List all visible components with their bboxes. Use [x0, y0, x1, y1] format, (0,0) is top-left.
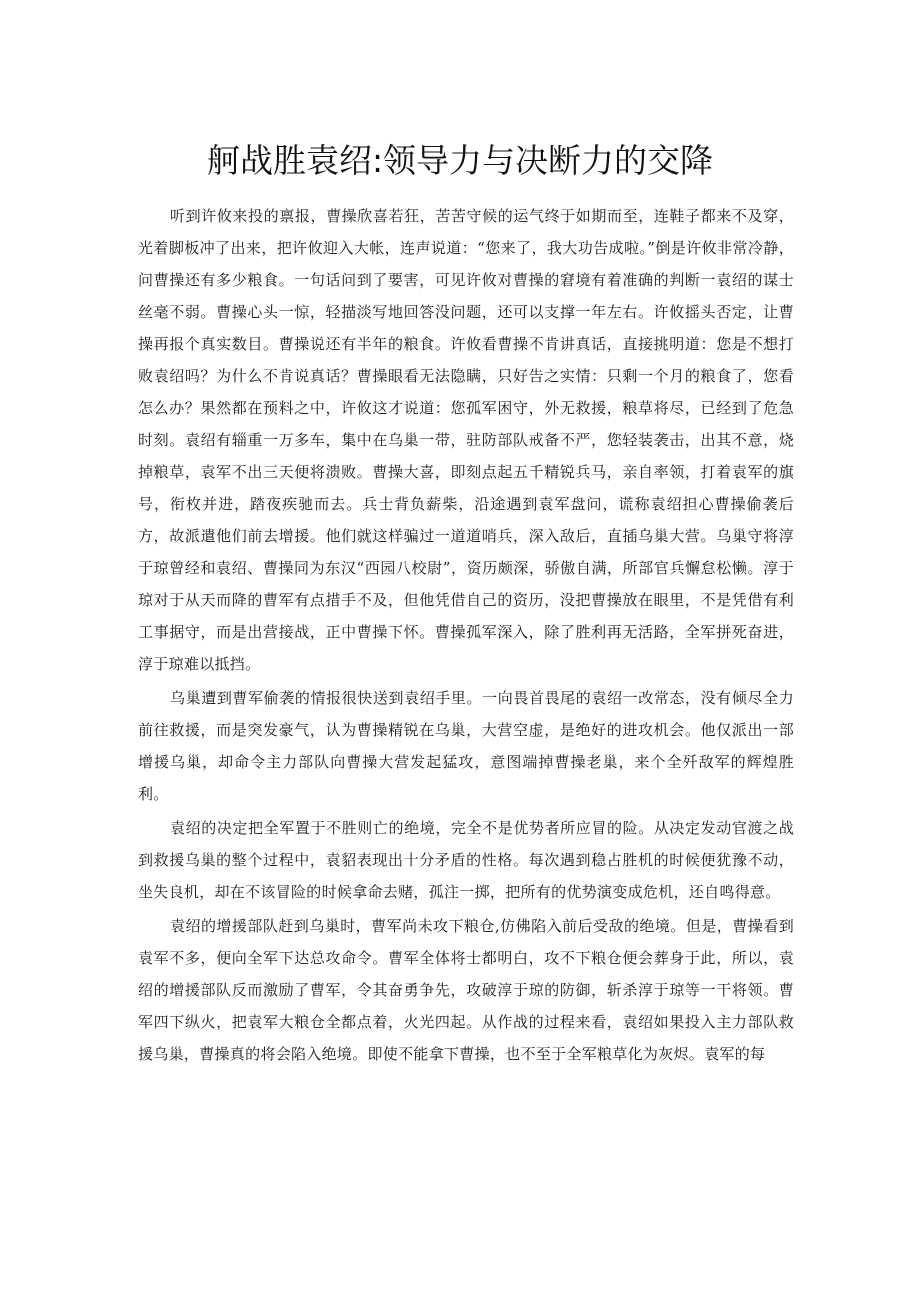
page-title: 舸战胜袁绍:领导力与决断力的交降	[206, 141, 714, 180]
document-body	[138, 200, 794, 1070]
paragraph: 袁绍的决定把全军置于不胜则亡的绝境，完全不是优势者所应冒的险。从决定发动官渡之战到救援乌巢的整个过程中，袁貂表现出十分矛盾的性格。每次遇到稳占胜机的时候便犹豫不动，坐失良机，却在不该冒险的时候拿命去赌，孤注一掷，把所有的优势演变成危机，还自鸣得意。	[138, 819, 794, 901]
paragraph: 袁绍的增援部队赶到乌巢时，曹军尚未攻下粮仓,仿佛陷入前后受敌的绝境。但是，曹操看到袁军不多，便向全军下达总攻命令。曹军全体将士都明白，攻不下粮仓便会葬身于此，所以，袁绍的增援部队反而激励了曹军，令其奋勇争先，攻破淳于琼的防御，斩杀淳于琼等一干将领。曹军四下纵火，把袁军大粮仓全都点着，火光四起。从作战的过程来看，袁绍如果投入主力部队救援乌巢，曹操真的将会陷入绝境。即使不能拿下曹操，也不至于全军粮草化为灰烬。袁军的每	[138, 917, 794, 1063]
paragraph: 听到许攸来投的禀报，曹操欣喜若狂，苦苦守候的运气终于如期而至，连鞋子都来不及穿，光着脚板冲了出来，把许攸迎入大帐，连声说道：“您来了，我大功告成啦。”倒是许攸非常冷静，问曹操还有多少粮食。一句话问到了要害，可见许攸对曹操的窘境有着准确的判断一袁绍的谋士丝毫不弱。曹操心头一惊，轻描淡写地回答没问题，还可以支撑一年左右。许攸摇头否定，让曹操再报个真实数目。曹操说还有半年的粮食。许攸看曹操不肯讲真话，直接挑明道：您是不想打败袁绍吗？为什么不肯说真话？曹操眼看无法隐瞒，只好告之实情：只剩一个月的粮食了，您看怎么办？果然都在预料之中，许攸这才说道：您孤军困守，外无救援，粮草将尽，已经到了危急时刻。袁绍有辎重一万多车，集中在乌巢一带，驻防部队戒备不严，您轻装袭击，出其不意，烧掉粮草，袁军不出三天便将溃败。曹操大喜，即刻点起五千精锐兵马，亲自率领，打着袁军的旗号，衔枚并进，踏夜疾驰而去。兵士背负薪柴，沿途遇到袁军盘问，谎称袁绍担心曹操偷袭后方，故派遣他们前去增援。他们就这样骗过一道道哨兵，深入敌后，直插乌巢大营。乌巢守将淳于琼曾经和袁绍、曹操同为东汉“西园八校尉”，资历颇深，骄傲自满，所部官兵懈怠松懒。淳于琼对于从天而降的曹军有点措手不及，但他凭借自己的资历，没把曹操放在眼里，不是凭借有利工事据守，而是出营接战，正中曹操下怀。曹操孤军深入，除了胜利再无活路，全军拼死奋进，淳于琼难以抵挡。	[138, 207, 794, 673]
paragraph: 乌巢遭到曹军偷袭的情报很快送到袁绍手里。一向畏首畏尾的袁绍一改常态，没有倾尽全力前往救援，而是突发豪气，认为曹操精锐在乌巢，大营空虚，是绝好的进攻机会。他仅派出一部增援乌巢，却命令主力部队向曹操大营发起猛攻，意图端掉曹操老巢，来个全歼敌军的辉煌胜利。	[138, 689, 794, 803]
